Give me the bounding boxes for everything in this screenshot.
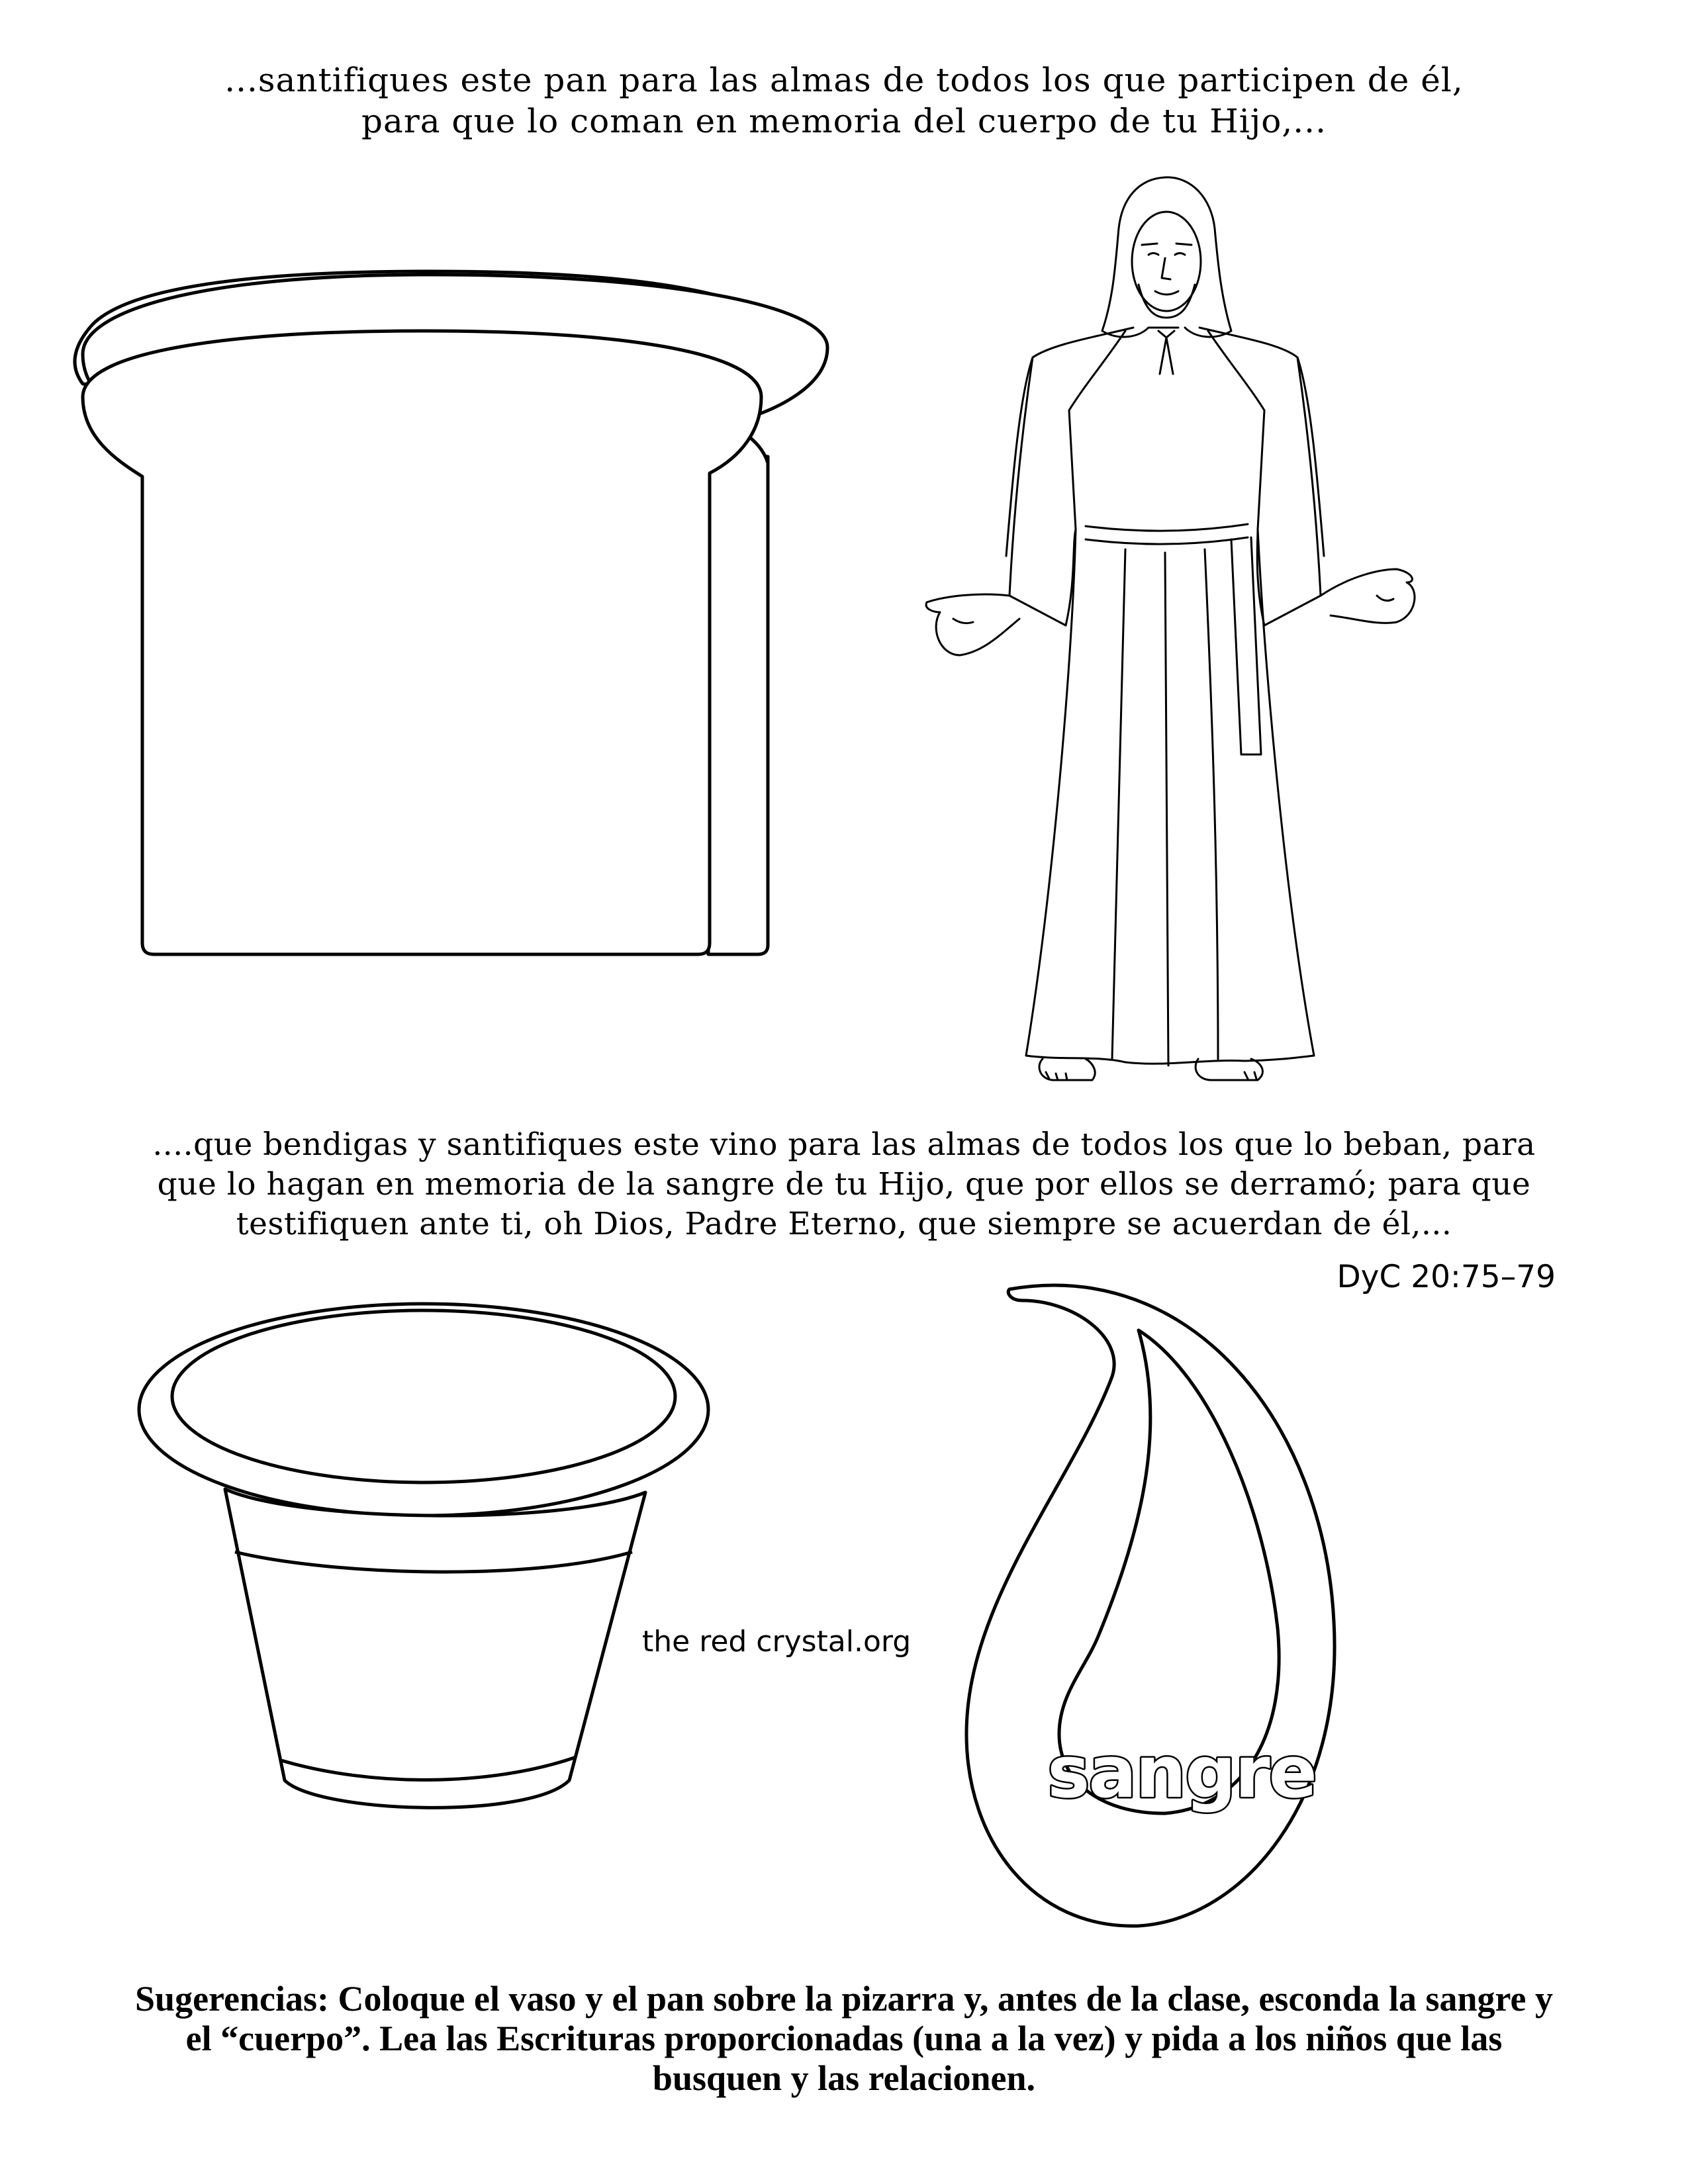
site-credit: the red crystal.org xyxy=(642,1625,912,1659)
blood-drop-illustration xyxy=(966,1285,1335,1926)
middle-quote-line-1: ....que bendigas y santifiques este vino para las almas de todos los que lo beban, para xyxy=(152,1126,1536,1163)
middle-quote-line-2: que lo hagan en memoria de la sangre de tu Hijo, que por ellos se derramó; para que xyxy=(157,1166,1531,1203)
jesus-figure-illustration xyxy=(926,177,1415,1080)
top-quote-line-1: ...santifiques este pan para las almas de todos los que participen de él, xyxy=(224,61,1464,99)
sangre-label: sangre xyxy=(1047,1731,1316,1814)
cup-body xyxy=(225,1489,645,1807)
cup-illustration xyxy=(139,1304,708,1807)
middle-quote-line-3: testifiquen ante ti, oh Dios, Padre Eterno, que siempre se acuerdan de él,... xyxy=(236,1206,1452,1242)
suggestions-text xyxy=(40,1979,1648,2098)
top-quote-line-2: para que lo coman en memoria del cuerpo de tu Hijo,... xyxy=(361,102,1327,140)
middle-quote xyxy=(66,1125,1622,1244)
scripture-reference: DyC 20:75–79 xyxy=(1336,1259,1556,1295)
cup-rim-inner xyxy=(172,1310,675,1482)
suggestions-line-3: busquen y las relacionen. xyxy=(652,2058,1036,2098)
suggestions-line-2: el “cuerpo”. Lea las Escrituras proporcionadas (una a la vez) y pida a los niños que las xyxy=(185,2019,1503,2058)
bread-front-slice xyxy=(83,331,761,954)
suggestions-line-1: Sugerencias: Coloque el vaso y el pan sobre la pizarra y, antes de la clase, esconda la sangre y xyxy=(135,1979,1553,2019)
bread-slice-illustration xyxy=(75,271,827,954)
